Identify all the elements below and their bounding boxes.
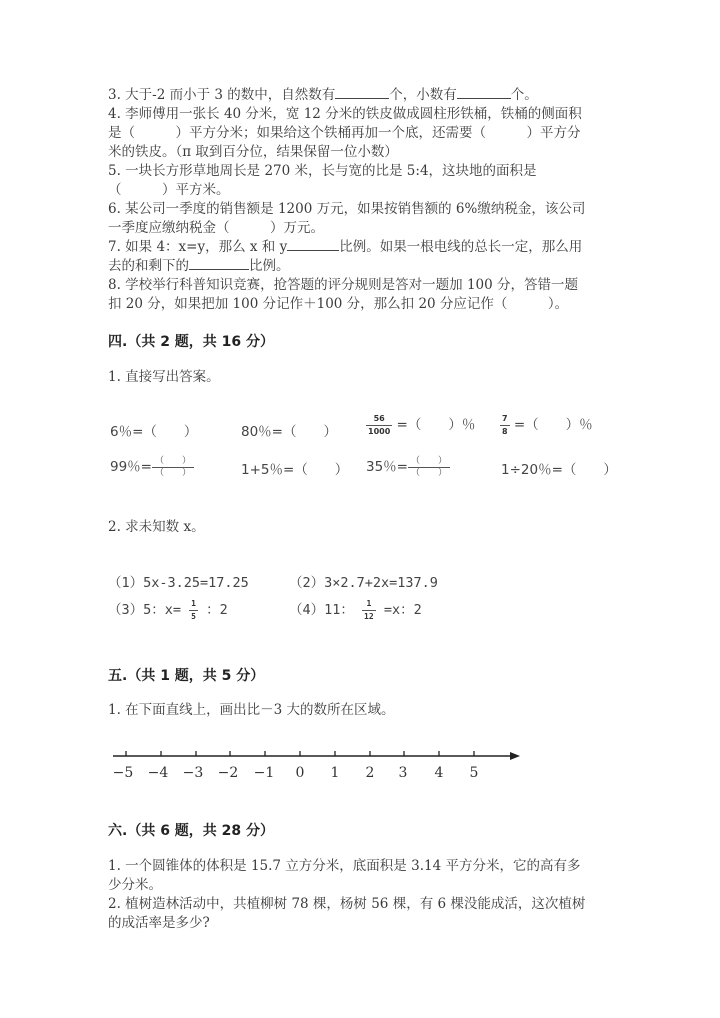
fraction: $\frac{1}{5}$ [191, 598, 196, 621]
question-8-line-1: 8. 学校举行科普知识竞赛，抢答题的评分规则是答对一题加 100 分，答错一题 [108, 277, 579, 293]
tick-label: 2 [365, 765, 375, 781]
tick-label: −1 [253, 765, 275, 781]
tick-label: −2 [217, 765, 239, 781]
calc-item: 6％=（ ） [110, 424, 198, 440]
section-4-heading: 四.（共 2 题，共 16 分） [108, 334, 275, 350]
calc-item: 1+5％=（ ） [241, 462, 349, 478]
answer-blank[interactable] [457, 86, 511, 99]
tick-label: 4 [434, 765, 444, 781]
blank-fraction[interactable]: $\frac{( )}{( )}$ [152, 457, 194, 478]
equation-item: （3）5：x= $\frac{1}{5}$ ：2 [108, 598, 228, 621]
fraction: $\frac{7}{8}$ [502, 413, 508, 436]
question-6-line-1: 6. 某公司一季度的销售额是 1200 万元，如果按销售额的 6%缴纳税金，该公司 [108, 201, 586, 217]
question-5-line-2: （ ）平方米。 [108, 182, 230, 198]
tick-label: 0 [295, 765, 305, 781]
tick-label: 1 [330, 765, 340, 781]
question-line: 的成活率是多少? [108, 915, 210, 931]
question-7-line-1: 7. 如果 4：x=y，那么 x 和 y 比例。如果一根电线的总长一定，那么用 [108, 239, 583, 255]
equation-item: （2）3×2.7+2x=137.9 [289, 575, 438, 591]
question-5-line-1: 5. 一块长方形草地周长是 270 米，长与宽的比是 5:4，这块地的面积是 [108, 163, 537, 179]
question-6-line-2: 一季度应缴纳税金（ ）万元。 [108, 220, 324, 236]
arrow-icon [510, 752, 520, 760]
tick-label: 3 [398, 765, 408, 781]
calc-item: 35％= $\frac{( )}{( )}$ [366, 455, 450, 478]
fraction: $\frac{56}{1000}$ [368, 413, 391, 436]
answer-blank[interactable] [189, 257, 249, 270]
equation-item: （4）11： $\frac{1}{12}$ =x：2 [289, 598, 422, 621]
question-8-line-2: 扣 20 分，如果把加 100 分记作＋100 分，那么扣 20 分应记作（ ）。 [108, 296, 569, 312]
calc-item: $\frac{56}{1000}$ =（ ）％ [368, 413, 476, 436]
question-line: 1. 一个圆锥体的体积是 15.7 立方分米，底面积是 3.14 平方分米，它的高有多 [108, 858, 581, 874]
calc-item: 80％=（ ） [241, 424, 337, 440]
question-4-line-3: 米的铁皮。（π 取到百分位，结果保留一位小数） [108, 144, 398, 160]
answer-blank[interactable] [335, 86, 389, 99]
question-line: 少分米。 [108, 877, 162, 893]
tick-label: −4 [147, 765, 169, 781]
tick-label: 5 [469, 765, 479, 781]
section-5-heading: 五.（共 1 题，共 5 分） [108, 668, 265, 684]
section-6-heading: 六.（共 6 题，共 28 分） [108, 823, 275, 839]
equation-item: （1）5x-3.25=17.25 [108, 575, 249, 591]
number-line-axis[interactable] [110, 748, 522, 764]
calc-item: $\frac{7}{8}$ =（ ）％ [502, 413, 593, 436]
section-4-q2-title: 2. 求未知数 x。 [108, 519, 205, 535]
section-4-q1-title: 1. 直接写出答案。 [108, 369, 220, 385]
question-4-line-2: 是（ ）平方分米；如果给这个铁桶再加一个底，还需要（ ）平方分 [108, 125, 581, 141]
question-7-line-2: 去的和剩下的 比例。 [108, 258, 290, 274]
blank-fraction[interactable]: $\frac{( )}{( )}$ [408, 457, 450, 478]
calc-item: 99％= $\frac{( )}{( )}$ [110, 455, 194, 478]
question-4-line-1: 4. 李师傅用一张长 40 分米，宽 12 分米的铁皮做成圆柱形铁桶，铁桶的侧面积 [108, 106, 582, 122]
question-3-line: 3. 大于-2 而小于 3 的数中，自然数有 个，小数有 个。 [108, 87, 538, 103]
section-5-q1-title: 1. 在下面直线上，画出比－3 大的数所在区域。 [108, 702, 395, 718]
tick-label: −3 [182, 765, 204, 781]
calc-item: 1÷20％=（ ） [501, 462, 617, 478]
answer-blank[interactable] [287, 238, 339, 251]
fraction: $\frac{1}{12}$ [364, 598, 374, 621]
question-line: 2. 植树造林活动中，共植柳树 78 棵，杨树 56 棵，有 6 棵没能成活，这次植树 [108, 896, 586, 912]
tick-label: −5 [112, 765, 134, 781]
